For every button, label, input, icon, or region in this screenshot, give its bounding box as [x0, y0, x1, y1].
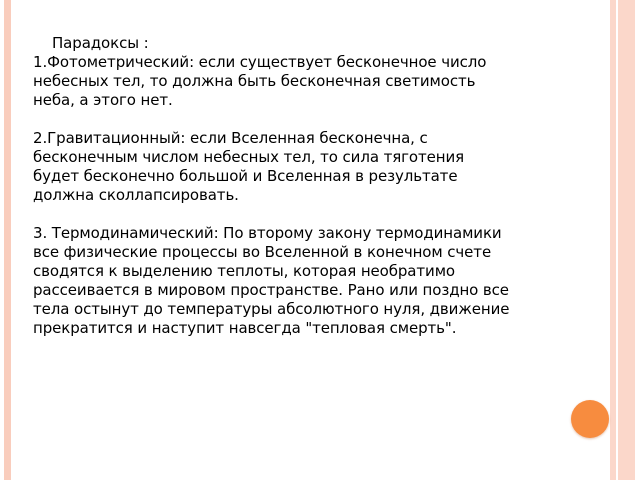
left-border-stripe [4, 0, 11, 480]
paradox-photometric: 1.Фотометрический: если существует бесконечное число небесных тел, то должна быть бесконечная светимость неба, а этого нет. [33, 53, 487, 109]
slide-body [33, 34, 558, 338]
paradox-gravitational: 2.Гравитационный: если Вселенная бесконечна, с бесконечным числом небесных тел, то сила тяготения будет бесконечно большой и Вселенная в результате должна сколлапсировать. [33, 129, 465, 204]
paradox-thermodynamic: 3. Термодинамический: По второму закону термодинамики все физические процессы во Вселенной в конечном счете сводятся к выделению теплоты, которая необратимо рассеивается в мировом пространстве. Рано или поздно все тела остынут до температуры абсолютного нуля, движение прекратится и наступит навсегда "тепловая смерть". [33, 224, 510, 337]
slide-heading: Парадоксы : [52, 34, 149, 52]
right-border-stripe [610, 0, 635, 480]
orange-circle-decoration [571, 400, 609, 438]
right-border-line [616, 0, 618, 480]
